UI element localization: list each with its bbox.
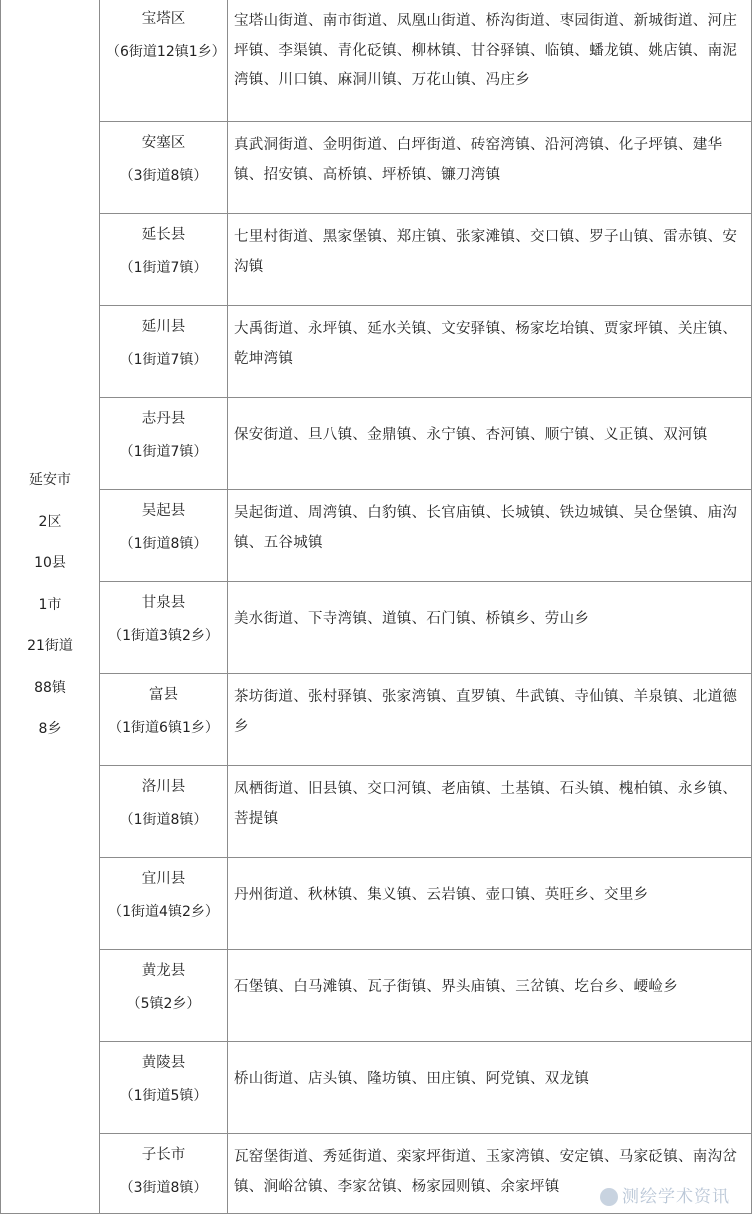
county-name: 洛川县 (141, 779, 186, 795)
table-row (1, 858, 752, 950)
county-cell (100, 582, 228, 674)
county-name: 安塞区 (141, 135, 186, 151)
table-row (1, 582, 752, 674)
towns-cell (228, 582, 752, 674)
table-row (1, 674, 752, 766)
city-cell (1, 0, 100, 1214)
table-row (1, 122, 752, 214)
city-line: 21街道 (27, 638, 73, 655)
county-counts: （1街道3镇2乡） (108, 628, 219, 644)
towns-cell (228, 1042, 752, 1134)
county-name: 吴起县 (141, 503, 186, 519)
towns-cell (228, 674, 752, 766)
watermark-text: 测绘学术资讯 (622, 1187, 730, 1207)
city-line: 1市 (38, 596, 62, 613)
county-name: 甘泉县 (141, 595, 186, 611)
towns-list: 丹州街道、秋林镇、集义镇、云岩镇、壶口镇、英旺乡、交里乡 (234, 887, 649, 903)
towns-cell (228, 766, 752, 858)
county-counts: （3街道8镇） (119, 1180, 208, 1196)
county-name: 黄龙县 (141, 963, 186, 979)
county-counts: （1街道7镇） (119, 444, 208, 460)
county-name: 黄陵县 (141, 1055, 186, 1071)
towns-list: 凤栖街道、旧县镇、交口河镇、老庙镇、土基镇、石头镇、槐柏镇、永乡镇、菩提镇 (234, 781, 738, 827)
county-cell (100, 950, 228, 1042)
towns-cell (228, 950, 752, 1042)
table-row (1, 306, 752, 398)
towns-list: 瓦窑堡街道、秀延街道、栾家坪街道、玉家湾镇、安定镇、马家砭镇、南沟岔镇、涧峪岔镇、李家岔镇、杨家园则镇、余家坪镇 (234, 1149, 738, 1195)
watermark (600, 1182, 730, 1207)
county-cell (100, 122, 228, 214)
county-name: 宝塔区 (141, 11, 186, 27)
towns-cell (228, 398, 752, 490)
towns-cell (228, 0, 752, 122)
table-row (1, 214, 752, 306)
county-counts: （3街道8镇） (119, 168, 208, 184)
county-counts: （1街道8镇） (119, 812, 208, 828)
county-cell (100, 1042, 228, 1134)
county-counts: （5镇2乡） (126, 996, 201, 1012)
towns-list: 茶坊街道、张村驿镇、张家湾镇、直罗镇、牛武镇、寺仙镇、羊泉镇、北道德乡 (234, 689, 738, 735)
county-name: 延川县 (141, 319, 186, 335)
table-row (1, 950, 752, 1042)
city-line: 8乡 (38, 721, 62, 738)
city-line: 88镇 (34, 679, 66, 696)
city-line: 10县 (34, 555, 66, 572)
county-counts: （1街道6镇1乡） (108, 720, 219, 736)
county-counts: （1街道4镇2乡） (108, 904, 219, 920)
towns-cell (228, 122, 752, 214)
county-name: 子长市 (141, 1147, 186, 1163)
county-cell (100, 674, 228, 766)
towns-list: 真武洞街道、金明街道、白坪街道、砖窑湾镇、沿河湾镇、化子坪镇、建华镇、招安镇、高桥镇、坪桥镇、镰刀湾镇 (234, 137, 723, 183)
towns-list: 桥山街道、店头镇、隆坊镇、田庄镇、阿党镇、双龙镇 (234, 1071, 590, 1087)
wechat-icon (600, 1188, 618, 1206)
towns-cell (228, 306, 752, 398)
county-counts: （1街道7镇） (119, 260, 208, 276)
county-name: 延长县 (141, 227, 186, 243)
table-row (1, 398, 752, 490)
county-cell (100, 0, 228, 122)
towns-list: 吴起街道、周湾镇、白豹镇、长官庙镇、长城镇、铁边城镇、吴仓堡镇、庙沟镇、五谷城镇 (234, 505, 738, 551)
county-name: 富县 (149, 687, 178, 703)
county-cell (100, 214, 228, 306)
towns-cell (228, 490, 752, 582)
county-cell (100, 490, 228, 582)
towns-list: 保安街道、旦八镇、金鼎镇、永宁镇、杏河镇、顺宁镇、义正镇、双河镇 (234, 427, 708, 443)
county-counts: （1街道7镇） (119, 352, 208, 368)
county-name: 宜川县 (141, 871, 186, 887)
county-name: 志丹县 (141, 411, 186, 427)
county-counts: （1街道8镇） (119, 536, 208, 552)
county-cell (100, 766, 228, 858)
county-counts: （1街道5镇） (119, 1088, 208, 1104)
city-line: 2区 (38, 513, 62, 530)
towns-list: 七里村街道、黑家堡镇、郑庄镇、张家滩镇、交口镇、罗子山镇、雷赤镇、安沟镇 (234, 229, 738, 275)
table-row (1, 1042, 752, 1134)
county-cell (100, 306, 228, 398)
table-row (1, 0, 752, 122)
towns-list: 大禹街道、永坪镇、延水关镇、文安驿镇、杨家圪坮镇、贾家坪镇、关庄镇、乾坤湾镇 (234, 321, 738, 367)
table-row (1, 766, 752, 858)
towns-cell (228, 214, 752, 306)
towns-list: 石堡镇、白马滩镇、瓦子街镇、界头庙镇、三岔镇、圪台乡、崾崄乡 (234, 979, 678, 995)
table-row (1, 490, 752, 582)
towns-cell (228, 858, 752, 950)
city-line: 延安市 (29, 472, 71, 489)
towns-list: 美水街道、下寺湾镇、道镇、石门镇、桥镇乡、劳山乡 (234, 611, 590, 627)
county-cell (100, 858, 228, 950)
county-counts: （6街道12镇1乡） (106, 44, 226, 60)
county-cell (100, 398, 228, 490)
county-cell (100, 1134, 228, 1214)
towns-list: 宝塔山街道、南市街道、凤凰山街道、桥沟街道、枣园街道、新城街道、河庄坪镇、李渠镇、青化砭镇、柳林镇、甘谷驿镇、临镇、蟠龙镇、姚店镇、南泥湾镇、川口镇、麻洞川镇、万花山镇、冯庄乡 (234, 13, 738, 88)
